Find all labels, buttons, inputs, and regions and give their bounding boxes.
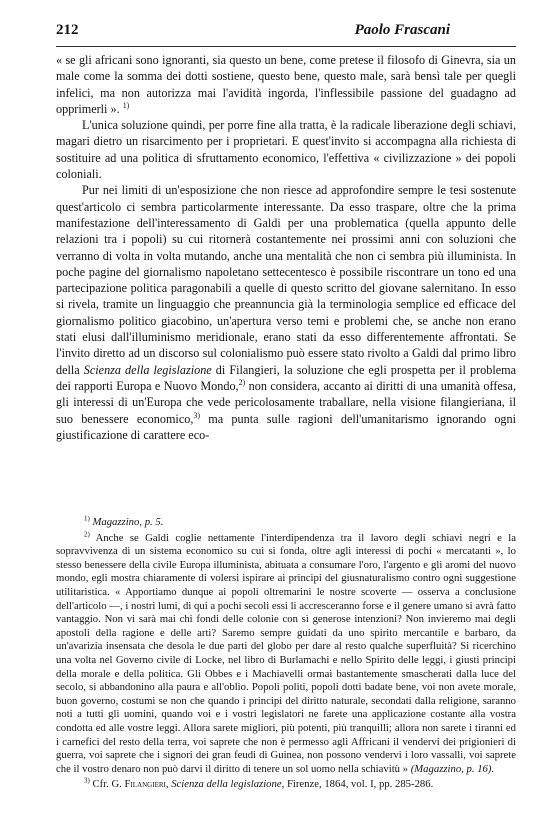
header-rule <box>56 46 516 47</box>
footnote-2-quote: « Apportiamo dunque ai popoli oltremarini le nostre scoverte — osserva a conclusione dell'articolo —, i nostri lumi, di qui a pochi secoli essi li accresceranno forse e il genere umano si avrà fatto vantaggio. Non vi sarà mai chi fondi delle colonie con sì generose intenzioni? Non invieremo mai degli apostoli della ragione e delle arti? Saremo sempre guidati da uno spirito mercantile e barbaro, da un'avarizia insensata che desola le due parti del globo per dare al resto qualche superfluità? Si ricerchino una volta nel Governo civile di Locke, nel libro di Burlamachi e nello Spirito delle leggi, i giusti principi della morale e della politica. Gli Obbes e i Machiavelli ormai bastantemente smascherati dalla luce del secolo, si abbandonino alla paura e all'oblio. Popoli politi, popoli dotti badate bene, voi non avete morale, buon governo, costumi se non che quando i principi del diritto naturale, secondati dalla religione, saranno noti a tutti gli uomini, quando voi e i vostri legislatori ne farete una applicazione costante alla vostra condotta ed alle vostre leggi. Allora sarete migliori, più potenti, più tranquilli; allora non sarete i tiranni ed i carnefici del resto della terra, voi saprete che non è permesso agli Affricani il vendervi dei prigionieri di guerra, voi saprete che i signori dei gran feudi di Guinea, non possono vendervi i loro vassalli, voi saprete che il vostro denaro non può darvi il diritto di tenere un sol uomo nella schiavitù » <box>56 585 517 775</box>
footnote-3-title: Scienza della legislazione, <box>171 778 285 791</box>
footnote-ref-1: 1) <box>122 100 130 110</box>
footnote-ref-2: 2) <box>238 377 246 387</box>
page-number: 212 <box>56 22 79 38</box>
footnote-2-text: Anche se Galdi coglie nettamente l'interdipendenza tra il lavoro degli schiavi negri e la sopravvivenza di un sistema economico su cui si fonda, oltre agli interessi di pochi « mercatanti », lo stesso benessere della civile Europa illuminista, abituata a consumare l'oro, l'argento e gli aromi del nuovo mondo, egli mostra chiaramente di volersi ispirare ai principi del giusnaturalismo contro ogni suggestione utilitaristica. <box>56 531 516 598</box>
footnote-ref-3: 3) <box>193 410 200 420</box>
main-text <box>56 52 516 443</box>
footnote-3-author: Filangieri, <box>124 778 169 791</box>
analysis-text-d: ma punta sulle ragioni dell'umanitarismo ignorando ogni giustificazione di carattere eco- <box>56 411 516 442</box>
analysis-text-c: non considera, accanto ai diritti di una umanità offesa, gli interessi di un'Europa che vede pericolosamente traballare, nella visione filangieriana, il suo benessere economico, <box>56 378 516 426</box>
footnote-3-details: Firenze, 1864, vol. I, pp. 285-286. <box>286 778 434 791</box>
footnote-3-cfr: Cfr. G. <box>92 778 122 791</box>
paragraph-analysis <box>56 182 516 443</box>
analysis-text-a: Pur nei limiti di un'esposizione che non riesce ad approfondire sempre le tesi sostenute quest'articolo ci sembra particolarmente interessante. Da esso traspare, oltre che la prima manifestazione dell'interessamento di Galdi per una problematica (quella appunto delle relazioni tra i popoli) su cui ritornerà costantemente nei prossimi anni con soluzioni che verranno di volta in volta mutando, anche una mentalità che non ci sembra più illuminista. In poche pagine del giornalismo napoletano settecentesco è possibile riscontrare un tono ed una partecipazione politica paragonabili a quelle di questo scritto del giovane salernitano. In esso si rivela, tramite un linguaggio che preannuncia già la terminologia semplice ed efficace del giornalismo politico giacobino, un'apertura verso temi e problemi che, se anche non erano stati elusi dall'illuminismo meridionale, erano stati da esso differentemente affrontati. Se l'invito diretto ad un discorso sul colonialismo può essere stato rivolto a Galdi dal primo libro della <box>56 183 516 377</box>
footnotes <box>56 516 516 794</box>
page-header <box>56 22 516 42</box>
footnote-3 <box>56 778 516 792</box>
work-title: Scienza della legislazione <box>83 362 212 377</box>
running-head: Paolo Frascani <box>354 22 450 38</box>
footnote-1-text: Magazzino, p. 5. <box>92 516 164 528</box>
quote-text: « se gli africani sono ignoranti, sia questo un bene, come pretese il filosofo di Ginevra, sia un male come la somma dei dotti sostiene, questo bene, questo male, sarà bensì tale per quegli infelici, ma non autorizza mai l'avidità ingorda, l'inflessibile passione del guadagno ad opprimerli ». <box>56 53 516 116</box>
footnote-3-number: 3) <box>84 776 90 785</box>
footnote-2-source: (Magazzino, p. 16). <box>410 762 495 775</box>
footnote-1-number: 1) <box>84 514 90 523</box>
footnote-2 <box>56 532 516 777</box>
analysis-text-b: di Filangieri, la soluzione che egli prospetta per il problema dei rapporti Europa e Nuovo Mondo, <box>56 362 517 393</box>
paragraph-quote <box>56 52 516 117</box>
footnote-1 <box>56 516 516 530</box>
paragraph-solution: L'unica soluzione quindi, per porre fine alla tratta, è la radicale liberazione degli schiavi, magari dietro un risarcimento per i proprietari. E quest'invito si accompagna alla richiesta di sostituire ad una politica di sfruttamento economico, l'effettiva « civilizzazione » dei popoli coloniali. <box>56 118 516 182</box>
footnote-2-number: 2) <box>84 530 90 539</box>
